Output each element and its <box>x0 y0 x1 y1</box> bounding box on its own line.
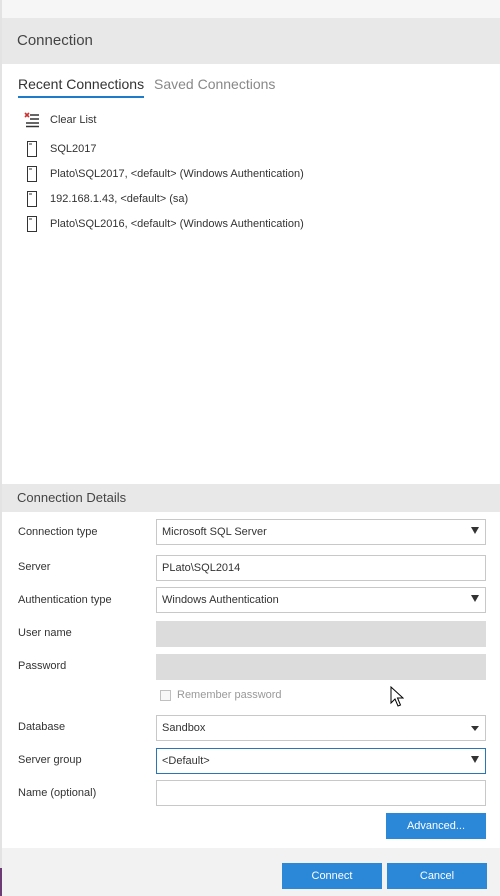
authentication-type-select[interactable] <box>156 587 486 613</box>
connections-pane <box>2 64 500 484</box>
clear-list-icon <box>24 112 40 128</box>
recent-item-label: 192.168.1.43, <default> (sa) <box>50 193 189 205</box>
server-input[interactable] <box>156 555 486 581</box>
recent-item[interactable] <box>24 189 344 209</box>
dropdown-arrow-icon <box>471 527 479 534</box>
dropdown-arrow-icon <box>471 726 479 731</box>
dropdown-arrow-icon <box>471 756 479 763</box>
password-label: Password <box>18 660 67 672</box>
dropdown-arrow-icon <box>471 595 479 602</box>
page-title: Connection <box>17 32 93 49</box>
database-value: Sandbox <box>162 722 206 734</box>
top-strip <box>2 0 500 18</box>
tab-recent-connections[interactable]: Recent Connections <box>18 76 144 98</box>
server-icon <box>24 216 40 232</box>
remember-password-label: Remember password <box>177 689 282 701</box>
mouse-pointer-icon <box>390 686 404 713</box>
tab-saved-connections[interactable]: Saved Connections <box>154 76 276 92</box>
advanced-button[interactable]: Advanced... <box>386 813 486 839</box>
server-group-select[interactable] <box>156 748 486 774</box>
dialog-footer <box>2 848 500 896</box>
clear-list-button[interactable] <box>24 110 344 130</box>
clear-list-label: Clear List <box>50 114 97 126</box>
user-name-input[interactable] <box>156 621 486 647</box>
authentication-type-label: Authentication type <box>18 594 112 606</box>
server-icon <box>24 166 40 182</box>
connect-button[interactable]: Connect <box>282 863 382 889</box>
authentication-type-value: Windows Authentication <box>162 594 279 606</box>
server-group-value: <Default> <box>162 755 210 767</box>
recent-item[interactable] <box>24 139 344 159</box>
connection-type-value: Microsoft SQL Server <box>162 526 267 538</box>
recent-item[interactable] <box>24 214 344 234</box>
server-value: PLato\SQL2014 <box>162 562 241 574</box>
connection-details-header <box>2 484 500 512</box>
connection-details-title: Connection Details <box>17 490 127 505</box>
connection-header <box>2 18 500 64</box>
connection-type-label: Connection type <box>18 526 98 538</box>
password-input[interactable] <box>156 654 486 680</box>
remember-password-checkbox[interactable] <box>160 690 171 701</box>
database-select[interactable] <box>156 715 486 741</box>
user-name-label: User name <box>18 627 72 639</box>
connection-details-form <box>2 512 500 848</box>
cancel-button[interactable]: Cancel <box>387 863 487 889</box>
name-optional-input[interactable] <box>156 780 486 806</box>
connection-type-select[interactable] <box>156 519 486 545</box>
database-label: Database <box>18 721 66 733</box>
remember-password-row <box>160 689 282 701</box>
server-label: Server <box>18 561 51 573</box>
server-group-label: Server group <box>18 754 82 766</box>
recent-item[interactable] <box>24 164 344 184</box>
server-icon <box>24 191 40 207</box>
server-icon <box>24 141 40 157</box>
recent-item-label: Plato\SQL2016, <default> (Windows Authentication) <box>50 218 304 230</box>
recent-item-label: Plato\SQL2017, <default> (Windows Authentication) <box>50 168 304 180</box>
recent-item-label: SQL2017 <box>50 143 97 155</box>
name-optional-label: Name (optional) <box>18 787 97 799</box>
